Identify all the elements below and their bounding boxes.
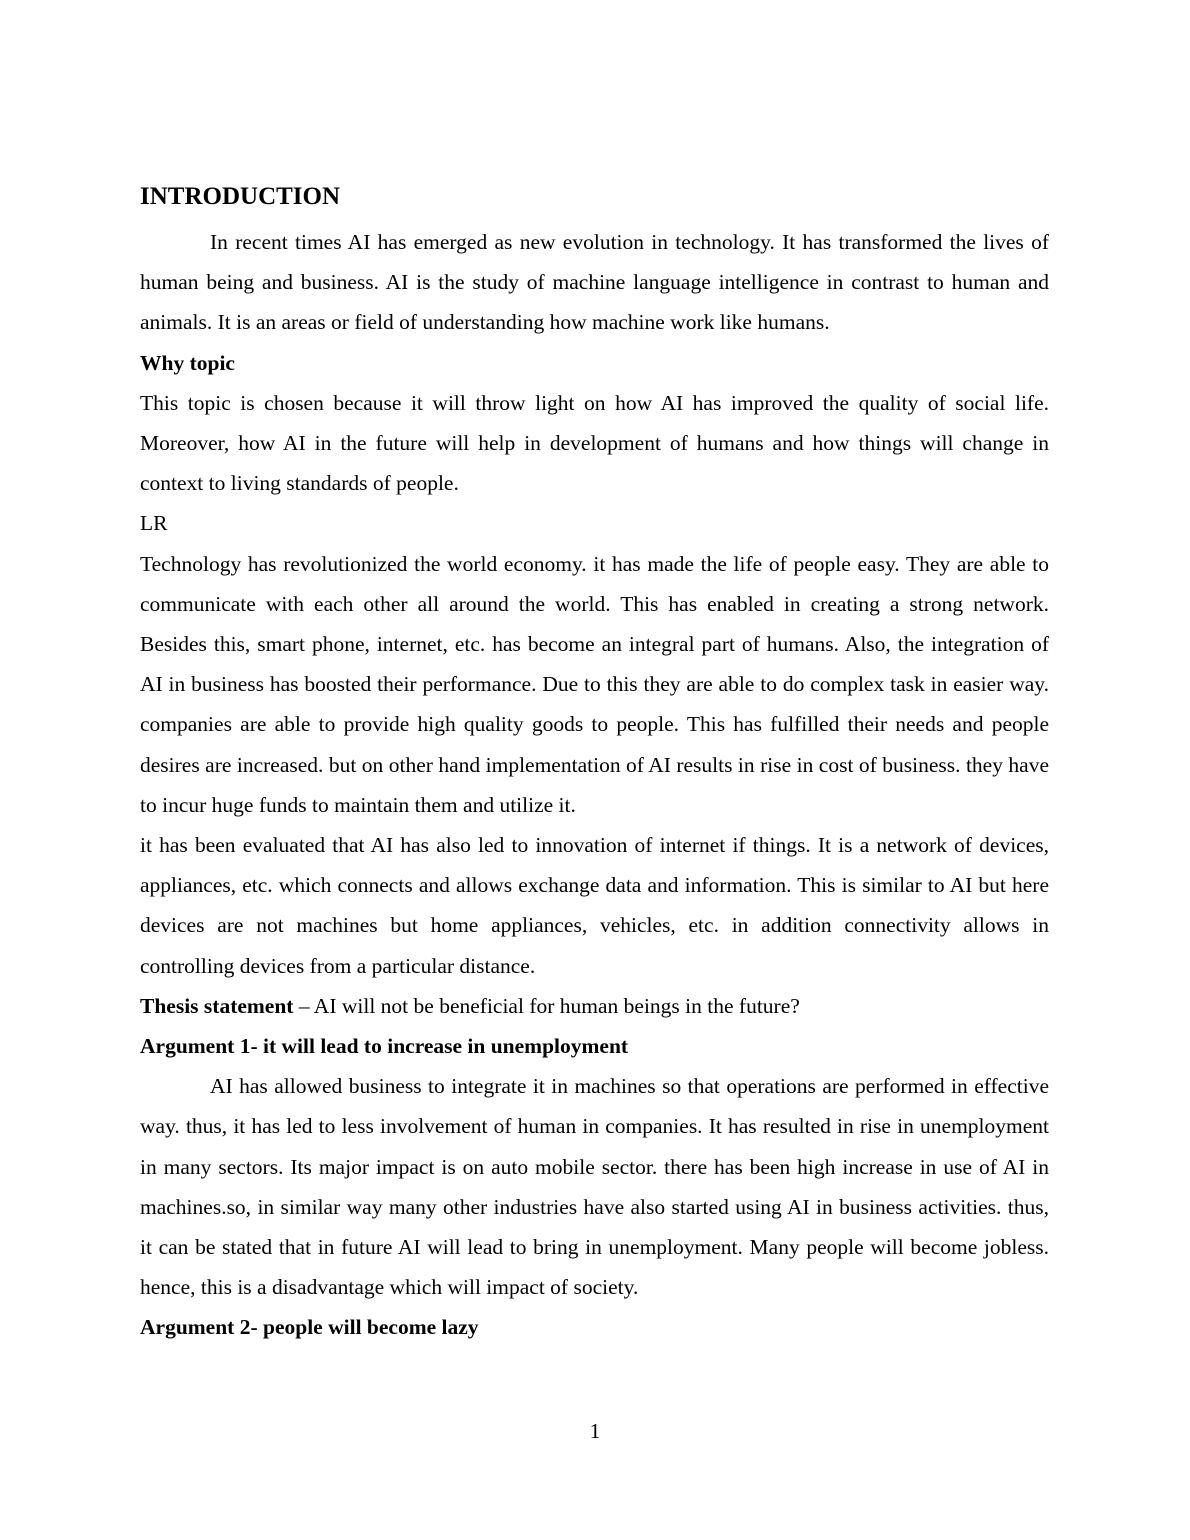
argument-1-paragraph: AI has allowed business to integrate it in machines so that operations are performed in effective way. thus, it has led to less involvement of human in companies. It has resulted in rise in unemployment in many sectors. Its major impact is on auto mobile sector. there has been high increase in use of AI in machines.so, in similar way many other industries have also started using AI in business activities. thus, it can be stated that in future AI will lead to bring in unemployment. Many people will become jobless. hence, this is a disadvantage which will impact of society. bbox=[140, 1074, 1049, 1300]
why-topic-heading: Why topic bbox=[140, 350, 235, 375]
page-number: 1 bbox=[589, 1419, 601, 1443]
thesis-text: – AI will not be beneficial for human beings in the future? bbox=[293, 993, 800, 1018]
why-topic-paragraph: This topic is chosen because it will throw light on how AI has improved the quality of social life. Moreover, how AI in the future will help in development of humans and how things will change in context to living standards of people. bbox=[140, 390, 1049, 496]
document-page bbox=[140, 178, 1049, 1348]
thesis-statement bbox=[140, 986, 1049, 1026]
page-title: INTRODUCTION bbox=[140, 183, 341, 210]
lr-paragraph-2: it has been evaluated that AI has also led to innovation of internet if things. It is a network of devices, appliances, etc. which connects and allows exchange data and information. This is similar to AI but here devices are not machines but home appliances, vehicles, etc. in addition connectivity allows in controlling devices from a particular distance. bbox=[140, 833, 1049, 978]
lr-heading: LR bbox=[140, 511, 168, 536]
intro-paragraph: In recent times AI has emerged as new evolution in technology. It has transformed the lives of human being and business. AI is the study of machine language intelligence in contrast to human and animals. It is an areas or field of understanding how machine work like humans. bbox=[140, 230, 1049, 335]
thesis-label: Thesis statement bbox=[140, 993, 294, 1018]
argument-2-heading: Argument 2- people will become lazy bbox=[140, 1315, 479, 1340]
argument-1-heading: Argument 1- it will lead to increase in unemployment bbox=[140, 1034, 629, 1059]
lr-paragraph-1: Technology has revolutionized the world economy. it has made the life of people easy. They are able to communicate with each other all around the world. This has enabled in creating a strong network. Besides this, smart phone, internet, etc. has become an integral part of humans. Also, the integration of AI in business has boosted their performance. Due to this they are able to do complex task in easier way. companies are able to provide high quality goods to people. This has fulfilled their needs and people desires are increased. but on other hand implementation of AI results in rise in cost of business. they have to incur huge funds to maintain them and utilize it. bbox=[140, 551, 1049, 817]
